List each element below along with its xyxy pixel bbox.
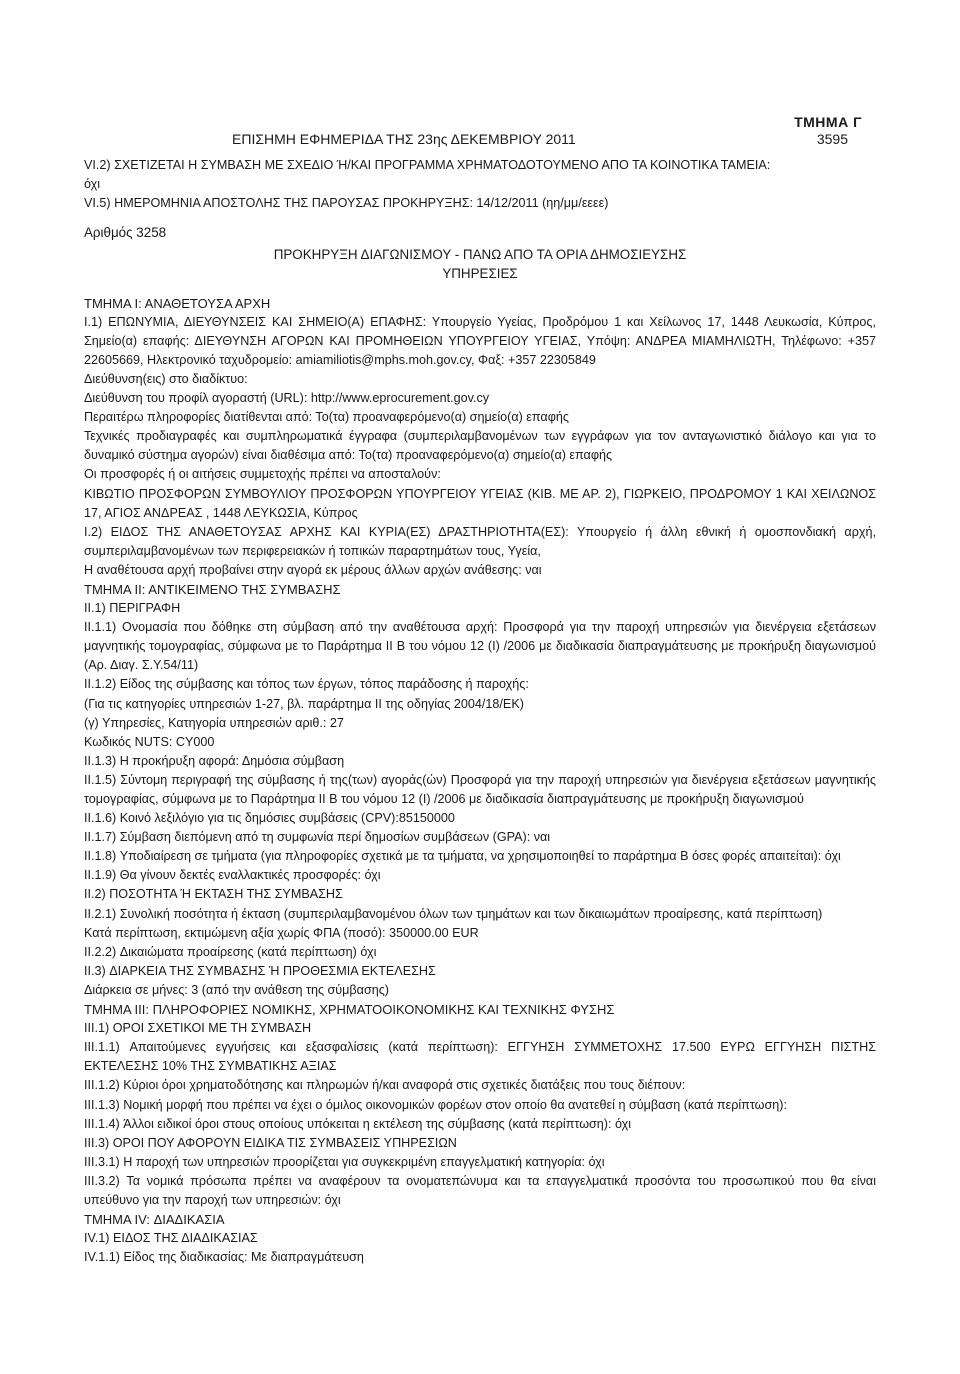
para-i1-info: Περαιτέρω πληροφορίες διατίθενται από: Το(τα) προαναφερόμενο(α) σημείο(α) επαφής [84,410,569,425]
para-iii14: III.1.4) Άλλοι ειδικοί όροι στους οποίους υπόκειται η εκτέλεση της σύμβασης (κατά περίπτωση): όχι [84,1116,632,1131]
para-i2: I.2) ΕΙΔΟΣ ΤΗΣ ΑΝΑΘΕΤΟΥΣΑΣ ΑΡΧΗΣ ΚΑΙ ΚΥΡΙΑ(ΕΣ) ΔΡΑΣΤΗΡΙΟΤΗΤΑ(ΕΣ): Υπουργείο ή άλλη εθνική ή ομοσπονδιακή αρχή, συμπεριλαμβανομένων των περιφερειακών ή τοπικών παραρτημάτων τους, Υγεία, [84,524,876,558]
document-body [84,156,876,1267]
section-label: ΤΜΗΜΑ Γ [794,114,862,130]
section-1-heading: ΤΜΗΜΑ Ι: ΑΝΑΘΕΤΟΥΣΑ ΑΡΧΗ [84,295,271,311]
para-ii12-c: (γ) Υπηρεσίες, Κατηγορία υπηρεσιών αριθ.: 27 [84,715,344,730]
section-4-heading: ΤΜΗΜΑ IV: ΔΙΑΔΙΚΑΣΙΑ [84,1212,225,1228]
para-ii18: II.1.8) Υποδιαίρεση σε τμήματα (για πληροφορίες σχετικά με τα τμήματα, να χρησιμοποιηθεί το παράρτημα Β όσες φορές απαιτείται): όχι [84,849,841,864]
para-ii15: II.1.5) Σύντομη περιγραφή της σύμβασης ή της(των) αγοράς(ών) Προσφορά για την παροχή υπηρεσιών για διενέργεια εξετάσεων μαγνητικής τομογραφίας, σύμφωνα με το Παράρτημα ΙΙ Β του νόμου 12 (Ι) /2006 με διαδικασία διαπραγμάτευσης με προκήρυξη διαγωνισμού [84,772,876,806]
para-ii11: II.1.1) Ονομασία που δόθηκε στη σύμβαση από την αναθέτουσα αρχή: Προσφορά για την παροχή υπηρεσιών για διενέργεια εξετάσεων μαγνητικής τομογραφίας, σύμφωνα με το Παράρτημα ΙΙ Β του νόμου 12 (Ι) /2006 με διαδικασία διαπραγμάτευσης με προκήρυξη διαγωνισμού (Αρ. Διαγ. Σ.Υ.54/11) [84,620,876,673]
para-i1-offers: Οι προσφορές ή οι αιτήσεις συμμετοχής πρέπει να αποσταλούν: [84,467,441,482]
para-iii32: III.3.2) Τα νομικά πρόσωπα πρέπει να αναφέρουν τα ονοματεπώνυμα και τα επαγγελματικά προσόντα του προσωπικού που θα είναι υπεύθυνο για την παροχή των υπηρεσιών: όχι [84,1173,876,1207]
para-i1-box: ΚΙΒΩΤΙΟ ΠΡΟΣΦΟΡΩΝ ΣΥΜΒΟΥΛΙΟΥ ΠΡΟΣΦΟΡΩΝ ΥΠΟΥΡΓΕΙΟΥ ΥΓΕΙΑΣ (ΚΙΒ. ΜΕ ΑΡ. 2), ΓΙΩΡΚΕΙΟ, ΠΡΟΔΡΟΜΟΥ 1 ΚΑΙ ΧΕΙΛΩΝΟΣ 17, ΑΓΙΟΣ ΑΝΔΡΕΑΣ , 1448 ΛΕΥΚΩΣΙΑ, Κύπρος [84,486,876,520]
para-iii11: III.1.1) Απαιτούμενες εγγυήσεις και εξασφαλίσεις (κατά περίπτωση): ΕΓΓΥΗΣΗ ΣΥΜΜΕΤΟΧΗΣ 17.500 ΕΥΡΩ ΕΓΓΥΗΣΗ ΠΙΣΤΗΣ ΕΚΤΕΛΕΣΗΣ 10% ΤΗΣ ΣΥΜΒΑΤΙΚΗΣ ΑΞΙΑΣ [84,1040,876,1074]
para-ii12-d: Κωδικός NUTS: CY000 [84,734,215,749]
para-vi5: VI.5) ΗΜΕΡΟΜΗΝΙΑ ΑΠΟΣΤΟΛΗΣ ΤΗΣ ΠΑΡΟΥΣΑΣ ΠΡΟΚΗΡΥΞΗΣ: 14/12/2011 (ηη/μμ/εεεε) [84,196,609,211]
para-ii16: II.1.6) Κοινό λεξιλόγιο για τις δημόσιες συμβάσεις (CPV):85150000 [84,811,455,826]
para-ii2: II.2) ΠΟΣΟΤΗΤΑ Ή ΕΚΤΑΣΗ ΤΗΣ ΣΥΜΒΑΣΗΣ [84,887,343,902]
para-iv11: IV.1.1) Είδος της διαδικασίας: Με διαπραγμάτευση [84,1250,364,1265]
notice-title: ΠΡΟΚΗΡΥΞΗ ΔΙΑΓΩΝΙΣΜΟΥ - ΠΑΝΩ ΑΠΟ ΤΑ ΟΡΙΑ ΔΗΜΟΣΙΕΥΣΗΣ [273,247,687,263]
section-2-heading: ΤΜΗΜΑ ΙΙ: ΑΝΤΙΚΕΙΜΕΝΟ ΤΗΣ ΣΥΜΒΑΣΗΣ [84,581,341,597]
para-iv1: IV.1) ΕΙΔΟΣ ΤΗΣ ΔΙΑΔΙΚΑΣΙΑΣ [84,1231,258,1246]
para-ii3: II.3) ΔΙΑΡΚΕΙΑ ΤΗΣ ΣΥΜΒΑΣΗΣ Ή ΠΡΟΘΕΣΜΙΑ ΕΚΤΕΛΕΣΗΣ [84,963,436,978]
para-vi2-answer: όχι [84,177,101,192]
para-ii13: II.1.3) Η προκήρυξη αφορά: Δημόσια σύμβαση [84,753,345,768]
para-ii12: II.1.2) Είδος της σύμβασης και τόπος των έργων, τόπος παράδοσης ή παροχής: [84,677,529,692]
para-iii1: III.1) ΟΡΟΙ ΣΧΕΤΙΚΟΙ ΜΕ ΤΗ ΣΥΜΒΑΣΗ [84,1021,312,1036]
para-iii31: III.3.1) Η παροχή των υπηρεσιών προορίζεται για συγκεκριμένη επαγγελματική κατηγορία: όχι [84,1154,605,1169]
para-ii1: II.1) ΠΕΡΙΓΡΑΦΗ [84,601,181,616]
para-i1-specs: Τεχνικές προδιαγραφές και συμπληρωματικά έγγραφα (συμπεριλαμβανομένων των εγγράφων για τον ανταγωνιστικό διάλογο και για το δυναμικό σύστημα αγορών) είναι διαθέσιμα από: Το(τα) προαναφερόμενο(α) σημείο(α) επαφής [84,429,876,463]
notice-number: Αριθμός 3258 [84,225,167,241]
para-ii19: II.1.9) Θα γίνουν δεκτές εναλλακτικές προσφορές: όχι [84,868,381,883]
notice-subtitle: ΥΠΗΡΕΣΙΕΣ [442,266,518,282]
para-iii13: III.1.3) Νομική μορφή που πρέπει να έχει ο όμιλος οικονομικών φορέων στον οποίο θα ανατεθεί η σύμβαση (κατά περίπτωση): [84,1097,787,1112]
page-number: 3595 [816,131,848,147]
para-vi2: VI.2) ΣΧΕΤΙΖΕΤΑΙ Η ΣΥΜΒΑΣΗ ΜΕ ΣΧΕΔΙΟ Ή/ΚΑΙ ΠΡΟΓΡΑΜΜΑ ΧΡΗΜΑΤΟΔΟΤΟΥΜΕΝΟ ΑΠΟ ΤΑ ΚΟΙΝΟΤΙΚΑ ΤΑΜΕΙΑ: [84,158,771,172]
para-ii21: II.2.1) Συνολική ποσότητα ή έκταση (συμπεριλαμβανομένου όλων των τμημάτων και των δικαιωμάτων προαίρεσης, κατά περίπτωση) [84,906,823,921]
para-ii3-b: Διάρκεια σε μήνες: 3 (από την ανάθεση της σύμβασης) [84,982,389,997]
para-i1-net: Διεύθυνση(εις) στο διαδίκτυο: [84,371,248,386]
para-i2-b: Η αναθέτουσα αρχή προβαίνει στην αγορά εκ μέρους άλλων αρχών ανάθεσης: ναι [84,562,542,577]
para-ii22: II.2.2) Δικαιώματα προαίρεσης (κατά περίπτωση) όχι [84,944,377,959]
para-ii17: II.1.7) Σύμβαση διεπόμενη από τη συμφωνία περί δημοσίων συμβάσεων (GPA): ναι [84,830,551,845]
para-ii21-b: Κατά περίπτωση, εκτιμώμενη αξία χωρίς ΦΠΑ (ποσό): 350000.00 EUR [84,925,479,940]
para-iii12: III.1.2) Κύριοι όροι χρηματοδότησης και πληρωμών ή/και αναφορά στις σχετικές διατάξεις που τους διέπουν: [84,1078,686,1093]
gazette-title: ΕΠΙΣΗΜΗ ΕΦΗΜΕΡΙΔΑ ΤΗΣ 23ης ΔΕΚΕΜΒΡΙΟΥ 2011 [232,131,576,147]
section-3-heading: ΤΜΗΜΑ ΙΙΙ: ΠΛΗΡΟΦΟΡΙΕΣ ΝΟΜΙΚΗΣ, ΧΡΗΜΑΤΟΟΙΚΟΝΟΜΙΚΗΣ ΚΑΙ ΤΕΧΝΙΚΗΣ ΦΥΣΗΣ [84,1002,615,1018]
para-i1: I.1) ΕΠΩΝΥΜΙΑ, ΔΙΕΥΘΥΝΣΕΙΣ ΚΑΙ ΣΗΜΕΙΟ(Α) ΕΠΑΦΗΣ: Υπουργείο Υγείας, Προδρόμου 1 και Χείλωνος 17, 1448 Λευκωσία, Κύπρος, Σημείο(α) επαφής: ΔΙΕΥΘΥΝΣΗ ΑΓΟΡΩΝ ΚΑΙ ΠΡΟΜΗΘΕΙΩΝ ΥΠΟΥΡΓΕΙΟΥ ΥΓΕΙΑΣ, Υπόψη: ΑΝΔΡΕΑ ΜΙΑΜΗΛΙΩΤΗ, Τηλέφωνο: +357 22605669, Ηλεκτρονικό ταχυδρομείο: amiamiliotis@mphs.moh.gov.cy, Φαξ: +357 22305849 [84,314,876,367]
para-i1-url: Διεύθυνση του προφίλ αγοραστή (URL): http://www.eprocurement.gov.cy [84,391,490,406]
para-iii3: III.3) ΟΡΟΙ ΠΟΥ ΑΦΟΡΟΥΝ ΕΙΔΙΚΑ ΤΙΣ ΣΥΜΒΑΣΕΙΣ ΥΠΗΡΕΣΙΩΝ [84,1135,457,1150]
para-ii12-b: (Για τις κατηγορίες υπηρεσιών 1-27, βλ. παράρτημα ΙΙ της οδηγίας 2004/18/ΕΚ) [84,696,524,711]
